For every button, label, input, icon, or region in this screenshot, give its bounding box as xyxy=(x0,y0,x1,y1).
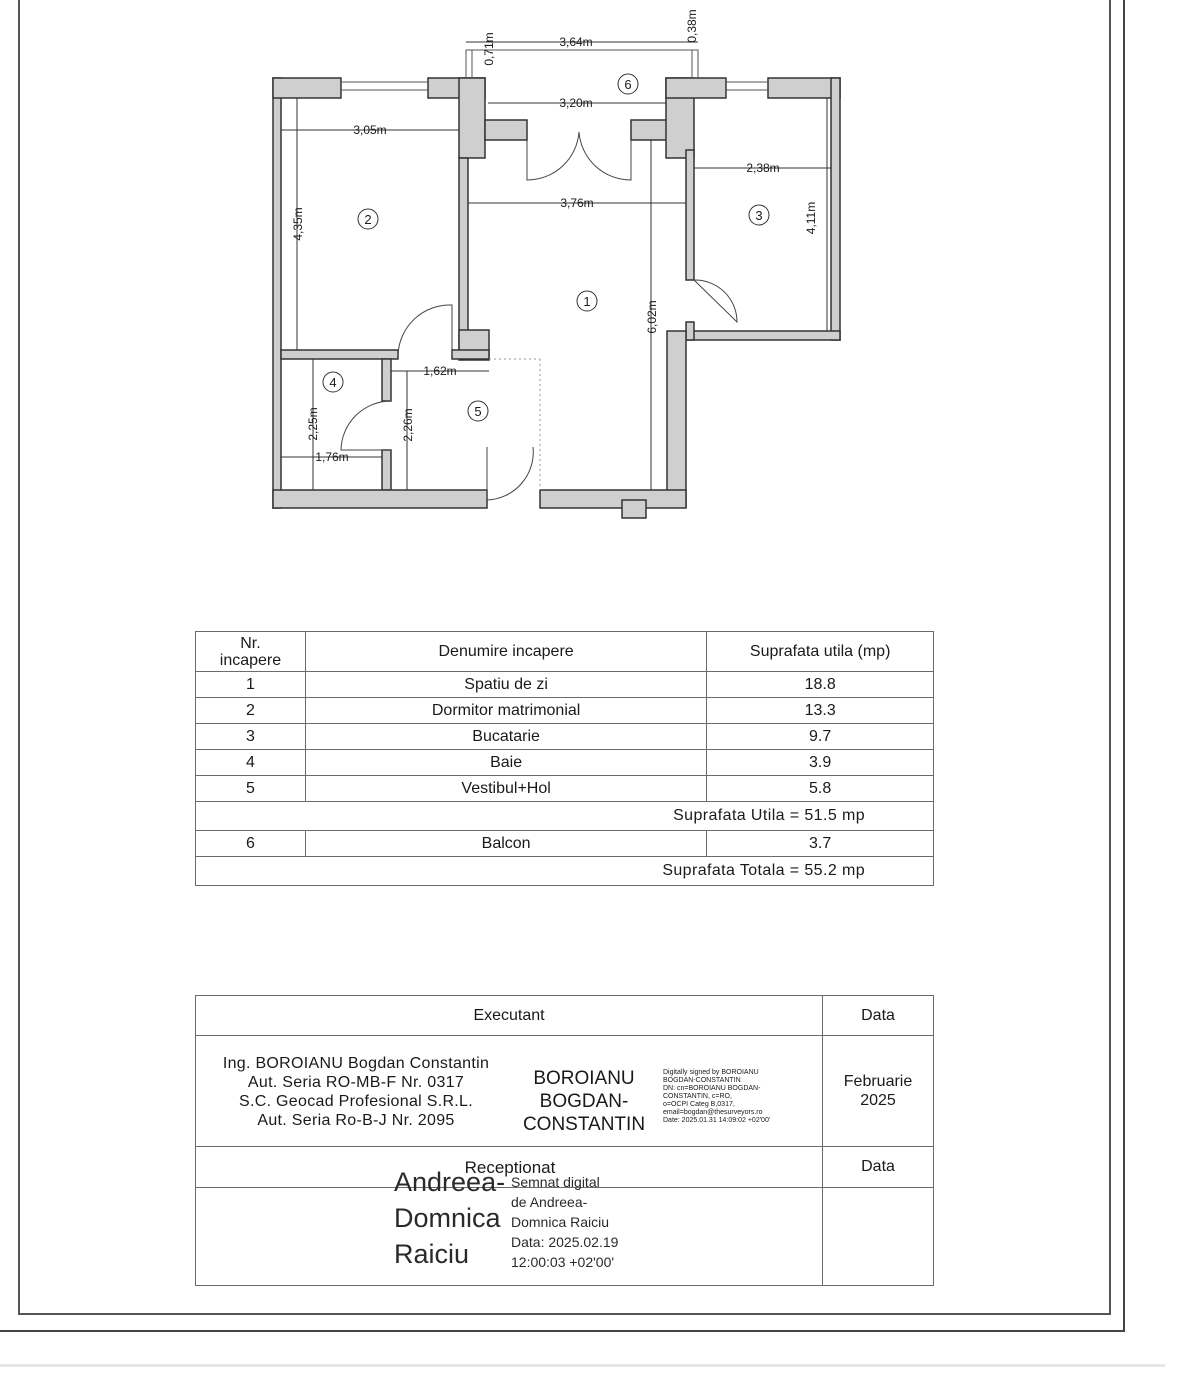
wall-right xyxy=(831,78,840,340)
wall-bath-right-bottom xyxy=(382,450,391,490)
data-label-2: Data xyxy=(823,1147,934,1188)
header-area: Suprafata utila (mp) xyxy=(707,632,934,672)
row-area: 5.8 xyxy=(707,776,934,802)
row-name: Bucatarie xyxy=(305,724,706,750)
wall-room2-bottom-b xyxy=(452,350,489,359)
header-name: Denumire incapere xyxy=(305,632,706,672)
door-bedroom xyxy=(398,305,452,355)
wall-room2-bottom-a xyxy=(281,350,398,359)
dimension-lines xyxy=(281,42,831,490)
useful-total: Suprafata Utila = 51.5 mp xyxy=(196,802,934,831)
receptionat-date xyxy=(823,1188,934,1286)
row-name: Vestibul+Hol xyxy=(305,776,706,802)
executant-label: Executant xyxy=(196,996,823,1036)
dim-room2-width: 3,05m xyxy=(353,123,387,137)
header-nr: Nr. incapere xyxy=(196,632,306,672)
dim-room1-height: 6,02m xyxy=(645,300,659,334)
dim-room1-width: 3,76m xyxy=(560,196,594,210)
digital-signature-meta: Digitally signed by BOROIANU BOGDAN-CONSTANTIN DN: cn=BOROIANU BOGDAN- CONSTANTIN, c=RO, o=OCPI Categ B,0317, email=bogdan@thesurveyors.ro Date: 2025.01.31 14:09:02 +02'00' xyxy=(663,1069,771,1124)
room-marker-6 xyxy=(618,74,638,94)
receiver-signature-name: Andreea- Domnica Raiciu xyxy=(394,1167,506,1269)
door-balcony-right xyxy=(579,132,631,180)
walls xyxy=(273,78,840,518)
floor-plan xyxy=(0,0,1179,600)
dim-hall-height: 2,26m xyxy=(401,408,415,442)
executant-line: Aut. Seria RO-MB-F Nr. 0317 xyxy=(247,1074,465,1091)
wall-room3-bottom xyxy=(686,331,840,340)
data-label: Data xyxy=(823,996,934,1036)
dim-balcony-inner: 3,20m xyxy=(559,96,593,110)
row-nr: 3 xyxy=(196,724,306,750)
signature-table xyxy=(195,995,934,1286)
door-kitchen xyxy=(694,280,737,322)
wall-doorframe-right xyxy=(631,120,671,140)
dim-balcony-depth: 0,71m xyxy=(482,32,496,66)
dim-hall-width: 1,62m xyxy=(423,364,457,378)
dim-balcony-outer: 3,64m xyxy=(559,35,593,49)
wall-bottom-notch xyxy=(622,500,646,518)
dimension-labels xyxy=(291,9,818,464)
area-table xyxy=(195,631,934,886)
row-area: 3.7 xyxy=(707,831,934,857)
room-marker-3 xyxy=(749,205,769,225)
wall-top-left-a xyxy=(273,78,341,98)
executant-line: S.C. Geocad Profesional S.R.L. xyxy=(239,1093,473,1110)
wall-room3-inner xyxy=(686,150,694,280)
svg-text:3: 3 xyxy=(755,208,763,223)
room-marker-1 xyxy=(577,291,597,311)
svg-text:1: 1 xyxy=(583,294,591,309)
balcony-row xyxy=(196,831,934,857)
receptionat-row xyxy=(196,1188,934,1286)
balcony-outline xyxy=(466,50,698,78)
scan-edge xyxy=(0,1364,1165,1367)
door-entry xyxy=(487,447,533,500)
dim-room3-height: 4,11m xyxy=(804,201,818,235)
executant-cell xyxy=(196,1036,823,1147)
wall-top-right-b xyxy=(768,78,840,98)
svg-text:2: 2 xyxy=(364,212,372,227)
dim-bath-width: 1,76m xyxy=(315,450,349,464)
door-bath xyxy=(341,401,391,450)
row-name: Balcon xyxy=(305,831,706,857)
row-nr: 2 xyxy=(196,698,306,724)
dim-bath-height: 2,25m xyxy=(306,407,320,441)
svg-text:4: 4 xyxy=(329,375,337,390)
table-row xyxy=(196,672,934,698)
dim-balcony-wall: 0,38m xyxy=(685,9,699,43)
table-row xyxy=(196,776,934,802)
hall-boundary xyxy=(489,359,540,490)
room-marker-2 xyxy=(358,209,378,229)
row-area: 18.8 xyxy=(707,672,934,698)
wall-room2-right xyxy=(459,78,485,158)
dim-room3-width: 2,38m xyxy=(746,161,780,175)
receptionat-cell-head xyxy=(196,1147,823,1188)
wall-bottom-right xyxy=(540,490,686,508)
room-marker-4 xyxy=(323,372,343,392)
receiver-signature-meta: Semnat digital de Andreea- Domnica Raiciu Data: 2025.02.19 12:00:03 +02'00' xyxy=(511,1174,619,1270)
grand-total-row xyxy=(196,857,934,886)
row-nr: 6 xyxy=(196,831,306,857)
svg-text:6: 6 xyxy=(624,77,632,92)
row-name: Spatiu de zi xyxy=(305,672,706,698)
row-name: Dormitor matrimonial xyxy=(305,698,706,724)
row-name: Baie xyxy=(305,750,706,776)
dim-room2-height: 4,35m xyxy=(291,207,305,241)
useful-total-row xyxy=(196,802,934,831)
row-nr: 1 xyxy=(196,672,306,698)
row-area: 9.7 xyxy=(707,724,934,750)
wall-top-right-a xyxy=(666,78,726,98)
executant-line: Ing. BOROIANU Bogdan Constantin xyxy=(222,1055,490,1072)
wall-bottom-left xyxy=(273,490,487,508)
wall-doorframe-left xyxy=(485,120,527,140)
svg-text:5: 5 xyxy=(474,404,482,419)
grand-total: Suprafata Totala = 55.2 mp xyxy=(196,857,934,886)
table-row xyxy=(196,750,934,776)
row-nr: 5 xyxy=(196,776,306,802)
table-row xyxy=(196,698,934,724)
wall-room3-doorstub xyxy=(686,322,694,340)
row-area: 13.3 xyxy=(707,698,934,724)
executant-details xyxy=(206,1054,506,1130)
door-balcony-left xyxy=(527,132,579,180)
row-area: 3.9 xyxy=(707,750,934,776)
table-row xyxy=(196,724,934,750)
executant-date: Februarie 2025 xyxy=(823,1036,934,1147)
wall-bath-right-top xyxy=(382,359,391,401)
receptionat-label: Receptionat xyxy=(464,1158,556,1177)
signature-header xyxy=(196,996,934,1036)
digital-signature-name: BOROIANU BOGDAN- CONSTANTIN xyxy=(522,1068,646,1135)
wall-room1-left xyxy=(459,158,468,353)
wall-right-lower xyxy=(667,331,686,507)
area-table-header xyxy=(196,632,934,672)
wall-left xyxy=(273,78,281,508)
room-marker-5 xyxy=(468,401,488,421)
executant-line: Aut. Seria Ro-B-J Nr. 2095 xyxy=(257,1112,455,1129)
row-nr: 4 xyxy=(196,750,306,776)
executant-row xyxy=(196,1036,934,1147)
